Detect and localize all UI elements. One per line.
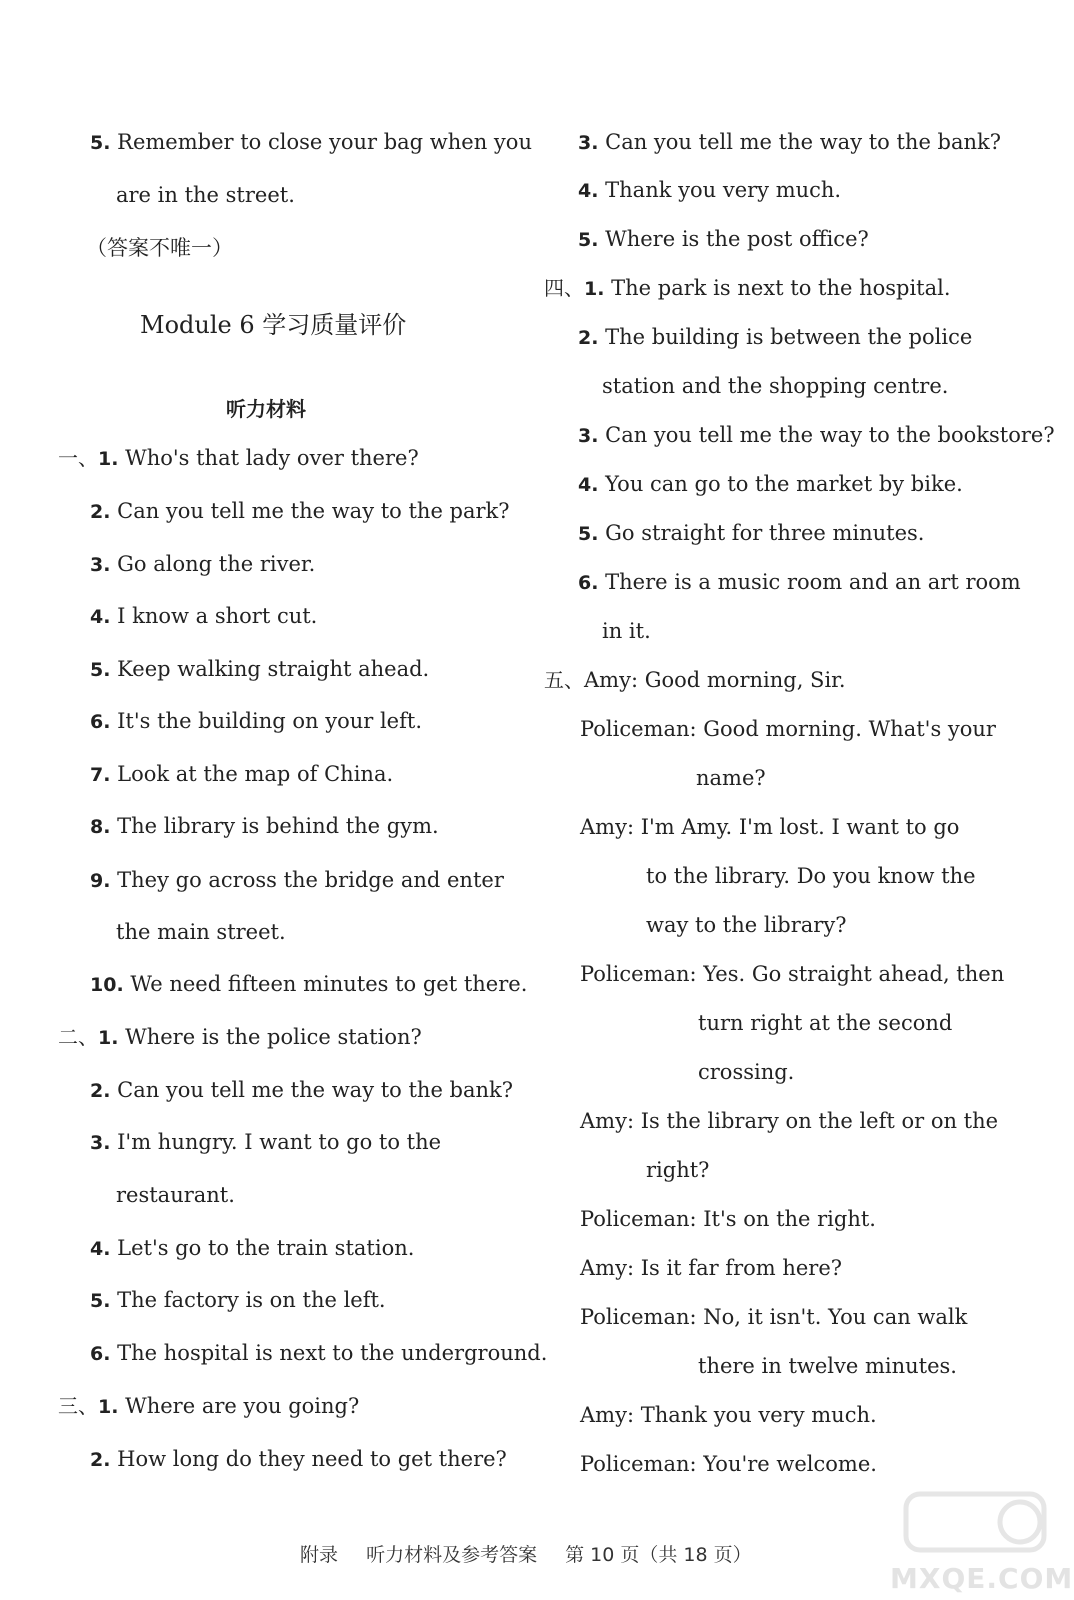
answer-note: （答案不唯一） — [86, 236, 233, 260]
speaker-policeman: Policeman: — [580, 1207, 697, 1231]
footer-appendix: 附录 — [300, 1544, 339, 1566]
speaker-policeman: Policeman: — [580, 717, 697, 741]
s1-item-7: 7. Look at the map of China. — [90, 762, 394, 786]
s4-item-1: 四、1. The park is next to the hospital. — [544, 276, 951, 300]
watermark-logo — [890, 1480, 1074, 1595]
s4-item-6: 6. There is a music room and an art room — [578, 570, 1021, 594]
dialogue-line-4-cont-1: turn right at the second — [698, 1011, 953, 1035]
dialogue-line-3-cont-1: to the library. Do you know the — [646, 864, 976, 888]
s1-item-9-cont: the main street. — [116, 920, 286, 944]
s2-item-4: 4. Let's go to the train station. — [90, 1236, 415, 1260]
speaker-policeman: Policeman: — [580, 962, 697, 986]
left-line-1: 5. Remember to close your bag when you — [90, 130, 532, 154]
watermark-emblem-icon — [890, 1480, 1060, 1560]
s1-item-1: 一、1. Who's that lady over there? — [58, 446, 419, 470]
s3-item-5: 5. Where is the post office? — [578, 227, 869, 251]
s1-item-2: 2. Can you tell me the way to the park? — [90, 499, 510, 523]
speaker-policeman: Policeman: — [580, 1452, 697, 1476]
dialogue-line-3: Amy: I'm Amy. I'm lost. I want to go — [580, 815, 960, 839]
dialogue-line-2-cont: name? — [696, 766, 766, 790]
s2-item-3: 3. I'm hungry. I want to go to the — [90, 1130, 442, 1154]
speaker-amy: Amy: — [580, 1109, 635, 1133]
dialogue-line-4: Policeman: Yes. Go straight ahead, then — [580, 962, 1005, 986]
s2-item-6: 6. The hospital is next to the underground. — [90, 1341, 548, 1365]
speaker-amy: Amy: — [584, 668, 639, 692]
dialogue-line-7: Amy: Is it far from here? — [580, 1256, 843, 1280]
s4-item-4: 4. You can go to the market by bike. — [578, 472, 963, 496]
s4-item-2: 2. The building is between the police — [578, 325, 973, 349]
s3-item-2: 2. How long do they need to get there? — [90, 1447, 507, 1471]
s2-item-5: 5. The factory is on the left. — [90, 1288, 386, 1312]
s4-item-3: 3. Can you tell me the way to the bookstore? — [578, 423, 1055, 447]
s4-item-2-cont: station and the shopping centre. — [602, 374, 949, 398]
s1-item-9: 9. They go across the bridge and enter — [90, 868, 504, 892]
dialogue-line-4-cont-2: crossing. — [698, 1060, 795, 1084]
watermark-text: MXQE.COM — [890, 1562, 1074, 1595]
section-subtitle: 听力材料 — [226, 397, 306, 421]
s1-item-3: 3. Go along the river. — [90, 552, 316, 576]
footer-section: 听力材料及参考答案 — [366, 1544, 538, 1566]
dialogue-line-2: Policeman: Good morning. What's your — [580, 717, 996, 741]
left-line-1b: are in the street. — [116, 183, 295, 207]
page-title: Module 6 学习质量评价 — [140, 311, 407, 339]
s1-item-8: 8. The library is behind the gym. — [90, 814, 439, 838]
dialogue-line-5: Amy: Is the library on the left or on the — [580, 1109, 999, 1133]
dialogue-line-3-cont-2: way to the library? — [646, 913, 847, 937]
dialogue-line-5-cont: right? — [646, 1158, 710, 1182]
speaker-policeman: Policeman: — [580, 1305, 697, 1329]
dialogue-line-10: Policeman: You're welcome. — [580, 1452, 877, 1476]
s2-item-3-cont: restaurant. — [116, 1183, 235, 1207]
dialogue-line-8-cont: there in twelve minutes. — [698, 1354, 957, 1378]
s3-item-4: 4. Thank you very much. — [578, 178, 842, 202]
dialogue-line-9: Amy: Thank you very much. — [580, 1403, 877, 1427]
s1-item-4: 4. I know a short cut. — [90, 604, 318, 628]
dialogue-line-1: 五、Amy: Good morning, Sir. — [544, 668, 846, 692]
dialogue-line-8: Policeman: No, it isn't. You can walk — [580, 1305, 968, 1329]
dialogue-line-6: Policeman: It's on the right. — [580, 1207, 876, 1231]
s3-item-3: 3. Can you tell me the way to the bank? — [578, 130, 1002, 154]
s1-item-6: 6. It's the building on your left. — [90, 709, 422, 733]
page-footer — [300, 1540, 774, 1567]
s1-item-5: 5. Keep walking straight ahead. — [90, 657, 430, 681]
s2-item-2: 2. Can you tell me the way to the bank? — [90, 1078, 514, 1102]
s4-item-6-cont: in it. — [602, 619, 651, 643]
s3-item-1: 三、1. Where are you going? — [58, 1394, 360, 1418]
s4-item-5: 5. Go straight for three minutes. — [578, 521, 925, 545]
s1-item-10: 10. We need fifteen minutes to get there. — [90, 972, 528, 996]
speaker-amy: Amy: — [580, 1403, 635, 1427]
footer-page-number: 第 10 页（共 18 页） — [565, 1544, 752, 1566]
speaker-amy: Amy: — [580, 1256, 635, 1280]
speaker-amy: Amy: — [580, 815, 635, 839]
s2-item-1: 二、1. Where is the police station? — [58, 1025, 422, 1049]
